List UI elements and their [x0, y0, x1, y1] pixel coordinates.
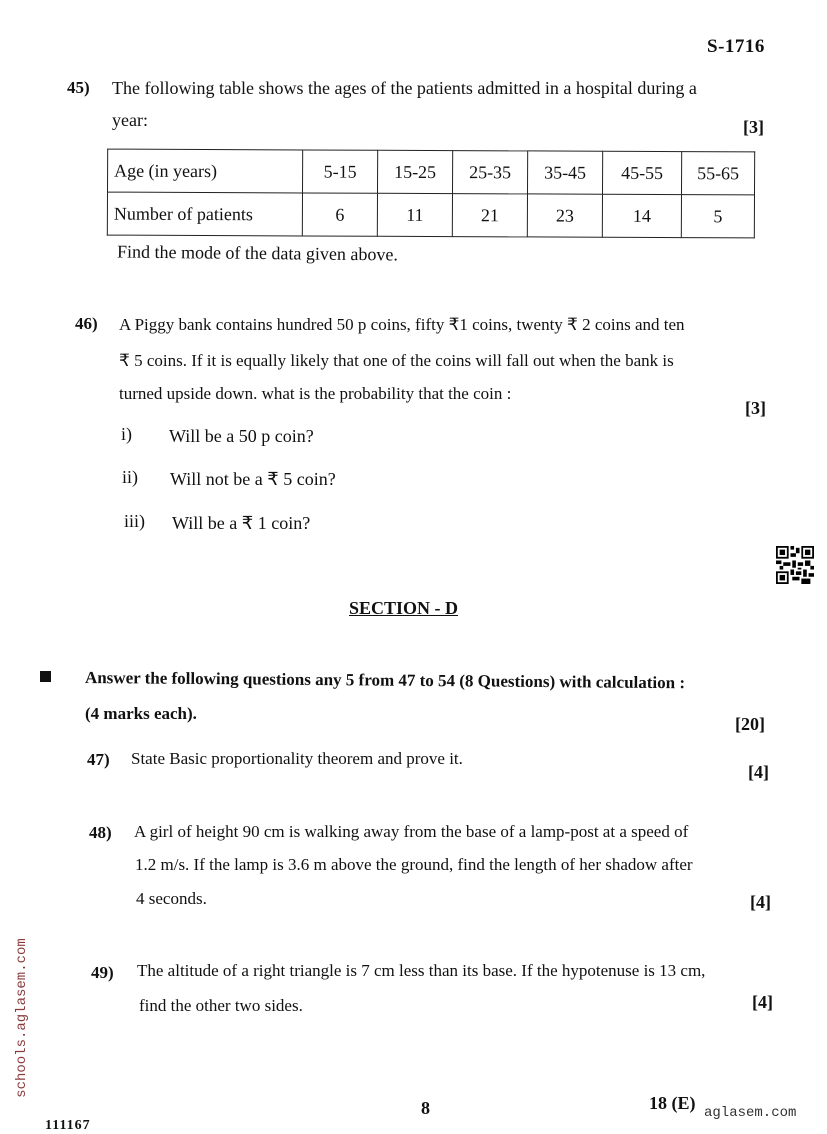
q46-part-ii-text: Will not be a ₹ 5 coin? — [170, 469, 336, 489]
paper-code-footer: 18 (E) — [649, 1093, 696, 1113]
q46-part-ii-label: ii) — [122, 467, 138, 487]
q46-part-iii-text: Will be a ₹ 1 coin? — [172, 513, 311, 533]
q48-line3: 4 seconds. — [136, 889, 207, 908]
serial-code: 111167 — [45, 1118, 91, 1133]
col-35-45: 35-45 — [527, 151, 602, 194]
row-header-patients: Number of patients — [107, 192, 302, 236]
q45-marks: [3] — [743, 117, 764, 137]
paper-code-header: S-1716 — [707, 36, 765, 57]
q47-text: State Basic proportionality theorem and prove it. — [131, 749, 463, 768]
question-number-45: 45) — [67, 78, 90, 97]
col-5-15: 5-15 — [303, 150, 378, 193]
q46-line2: ₹ 5 coins. If it is equally likely that one of the coins will fall out when the bank is — [119, 351, 674, 370]
qr-code-icon — [776, 546, 814, 584]
question-number-49: 49) — [91, 963, 114, 982]
value-35-45: 23 — [527, 194, 602, 237]
col-55-65: 55-65 — [681, 152, 754, 195]
table-row-age — [108, 149, 755, 195]
value-15-25: 11 — [377, 193, 452, 236]
q45-line2: year: — [112, 110, 148, 130]
q49-line1: The altitude of a right triangle is 7 cm less than its base. If the hypotenuse is 13 cm, — [137, 961, 706, 980]
q46-marks: [3] — [745, 398, 766, 418]
value-45-55: 14 — [602, 194, 681, 237]
section-instruction-line1: Answer the following questions any 5 from 47 to 54 (8 Questions) with calculation : — [84, 668, 686, 693]
value-25-35: 21 — [452, 194, 527, 237]
q48-line2: 1.2 m/s. If the lamp is 3.6 m above the ground, find the length of her shadow after — [135, 855, 693, 874]
q48-marks: [4] — [750, 892, 771, 912]
q46-part-iii-label: iii) — [124, 511, 145, 531]
question-number-48: 48) — [89, 823, 112, 842]
row-header-age: Age (in years) — [108, 149, 303, 193]
q46-line1: A Piggy bank contains hundred 50 p coins, fifty ₹1 coins, twenty ₹ 2 coins and ten — [119, 315, 685, 334]
q45-line1: The following table shows the ages of the patients admitted in a hospital during a — [112, 78, 697, 98]
q49-line2: find the other two sides. — [139, 996, 303, 1015]
col-25-35: 25-35 — [452, 151, 527, 194]
q49-marks: [4] — [752, 992, 773, 1012]
table-row-patients — [107, 192, 754, 238]
page-number: 8 — [421, 1098, 430, 1118]
question-number-47: 47) — [87, 750, 110, 769]
side-watermark: schools.aglasem.com — [14, 938, 30, 1098]
section-marks: [20] — [735, 714, 765, 734]
section-title: SECTION - D — [349, 598, 459, 618]
value-55-65: 5 — [681, 195, 754, 238]
value-5-15: 6 — [302, 193, 377, 236]
q46-part-i-text: Will be a 50 p coin? — [169, 426, 314, 446]
patient-ages-table — [107, 149, 755, 239]
q45-question: Find the mode of the data given above. — [116, 241, 399, 265]
q48-line1: A girl of height 90 cm is walking away from the base of a lamp-post at a speed of — [134, 822, 689, 841]
col-15-25: 15-25 — [378, 150, 453, 193]
question-number-46: 46) — [75, 314, 98, 333]
q47-marks: [4] — [748, 762, 769, 782]
col-45-55: 45-55 — [602, 151, 681, 194]
q46-line3: turned upside down. what is the probability that the coin : — [119, 384, 512, 403]
bottom-watermark: aglasem.com — [704, 1105, 797, 1121]
q46-part-i-label: i) — [121, 424, 132, 444]
section-instruction-line2: (4 marks each). — [85, 704, 197, 723]
bullet-icon — [40, 671, 51, 682]
